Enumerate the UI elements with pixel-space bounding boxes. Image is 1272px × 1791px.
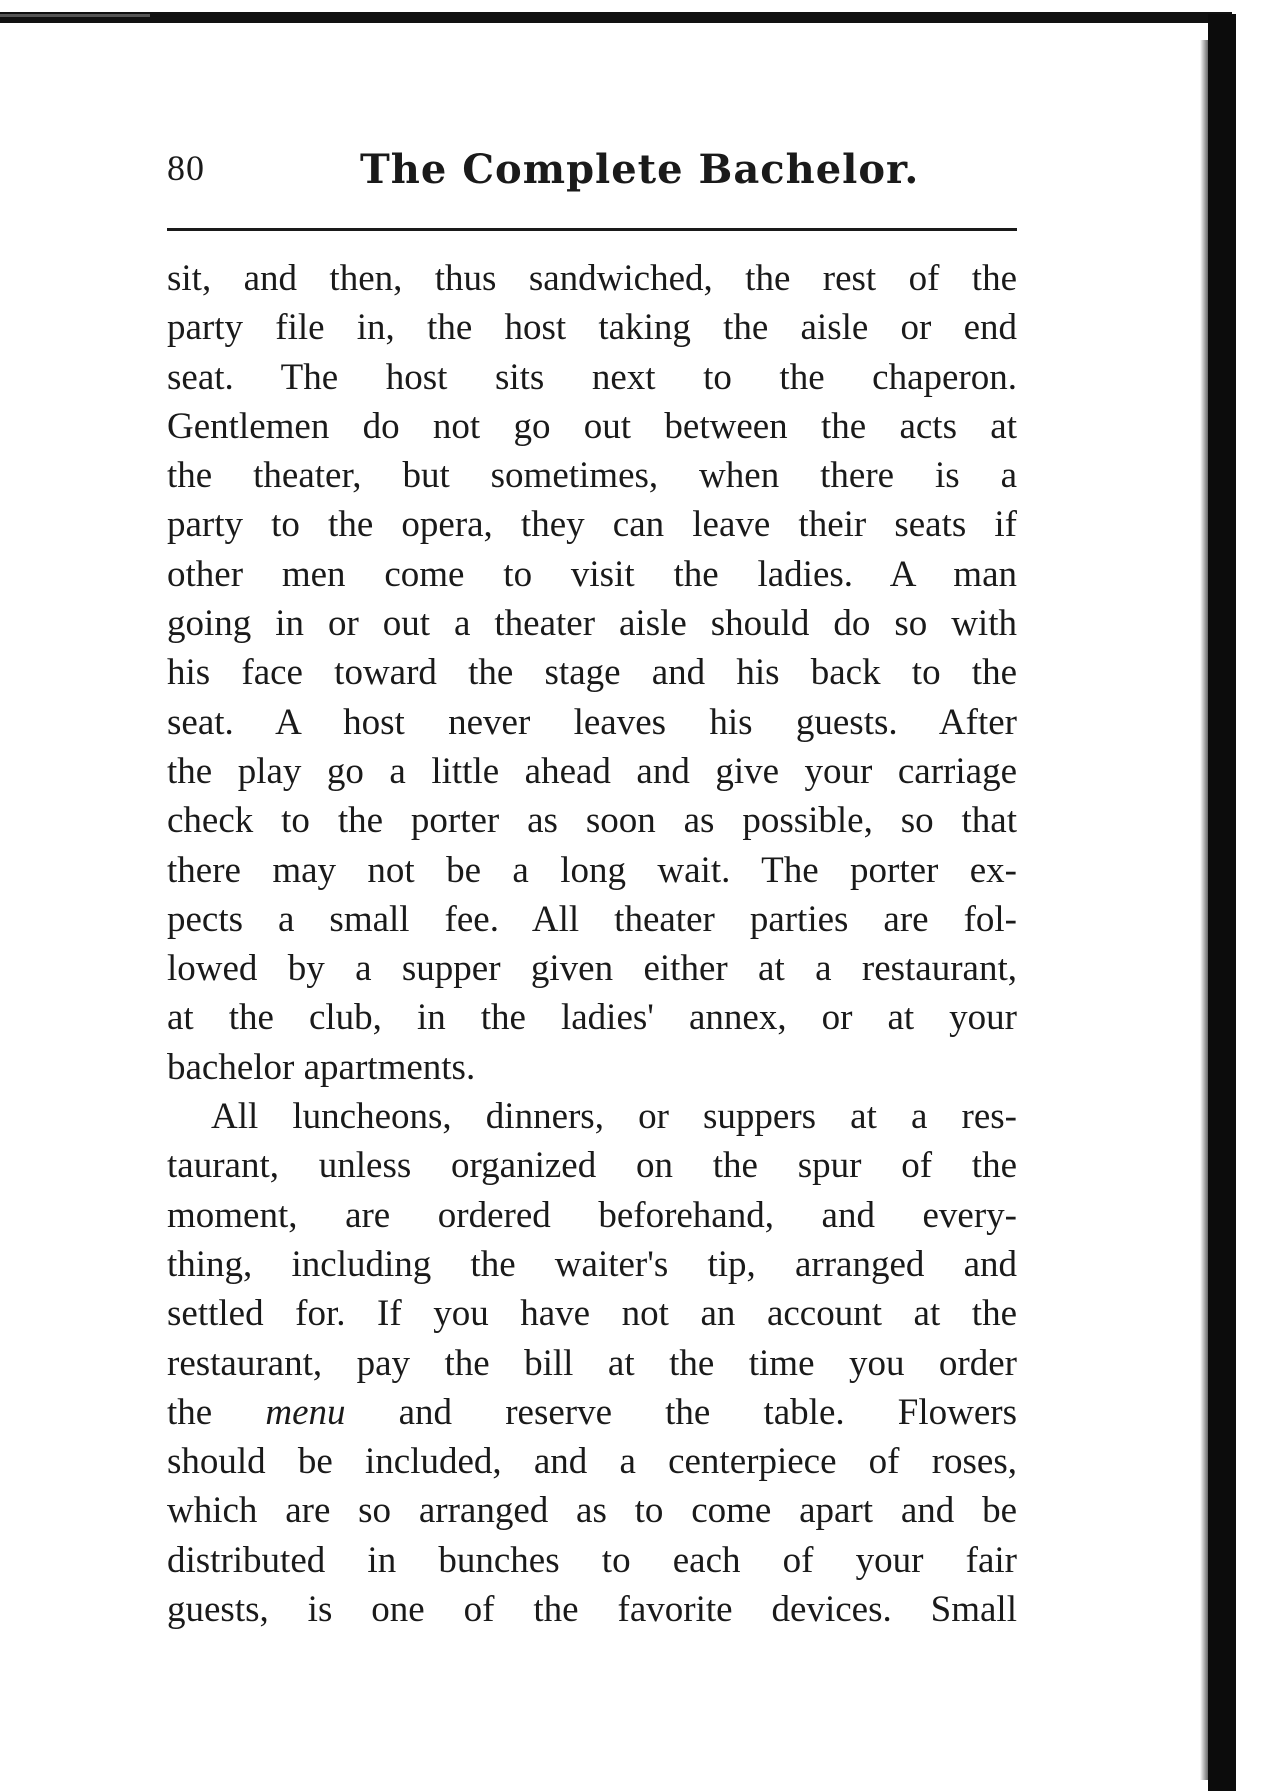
book-spine-edge: [1208, 14, 1236, 1791]
header-divider: [167, 228, 1017, 231]
text-line: thing, including the waiter's tip, arranged and: [167, 1243, 1017, 1285]
text-line: other men come to visit the ladies. A man: [167, 553, 1017, 595]
text-line: check to the porter as soon as possible, so that: [167, 800, 1017, 842]
text-line: should be included, and a centerpiece of roses,: [167, 1441, 1017, 1483]
text-line-with-italic: [167, 1388, 1017, 1437]
text-line: guests, is one of the favorite devices. Small: [167, 1589, 1017, 1631]
text-segment: and reserve the table. Flowers: [345, 1391, 1017, 1433]
text-line: Gentlemen do not go out between the acts at: [167, 405, 1017, 447]
text-segment: the: [167, 1391, 266, 1433]
text-line: moment, are ordered beforehand, and every-: [167, 1194, 1017, 1236]
page-number: 80: [167, 148, 205, 188]
top-border-rule: [0, 12, 1232, 23]
text-line: at the club, in the ladies' annex, or at your: [167, 997, 1017, 1039]
text-line: the play go a little ahead and give your carriage: [167, 750, 1017, 792]
text-line: taurant, unless organized on the spur of the: [167, 1145, 1017, 1187]
text-line: party file in, the host taking the aisle or end: [167, 307, 1017, 349]
italic-word-menu: menu: [265, 1391, 346, 1433]
text-line: All luncheons, dinners, or suppers at a res-: [211, 1096, 1017, 1138]
text-line: seat. The host sits next to the chaperon.: [167, 356, 1017, 398]
text-line: sit, and then, thus sandwiched, the rest of the: [167, 258, 1017, 299]
text-line: settled for. If you have not an account at the: [167, 1293, 1017, 1335]
text-line: lowed by a supper given either at a restaurant,: [167, 948, 1017, 990]
text-line: distributed in bunches to each of your fair: [167, 1539, 1017, 1581]
text-line: which are so arranged as to come apart and be: [167, 1490, 1017, 1532]
text-line: bachelor apartments.: [167, 1046, 476, 1088]
paragraph-2: [167, 1092, 1017, 1634]
paragraph-1: [167, 254, 1017, 1092]
text-line: the theater, but sometimes, when there is a: [167, 455, 1017, 497]
running-title: The Complete Bachelor.: [360, 146, 920, 193]
book-spine-shadow: [1200, 40, 1208, 1780]
text-line: pects a small fee. All theater parties are fol-: [167, 898, 1017, 940]
text-line: party to the opera, they can leave their seats if: [167, 504, 1017, 546]
text-line: his face toward the stage and his back to the: [167, 652, 1017, 694]
text-line: restaurant, pay the bill at the time you order: [167, 1342, 1017, 1384]
text-line: there may not be a long wait. The porter ex-: [167, 849, 1017, 891]
page-body: [167, 254, 1017, 1634]
top-border-rule-accent: [0, 14, 150, 17]
text-line: seat. A host never leaves his guests. After: [167, 701, 1017, 743]
text-line: going in or out a theater aisle should do so with: [167, 603, 1017, 645]
